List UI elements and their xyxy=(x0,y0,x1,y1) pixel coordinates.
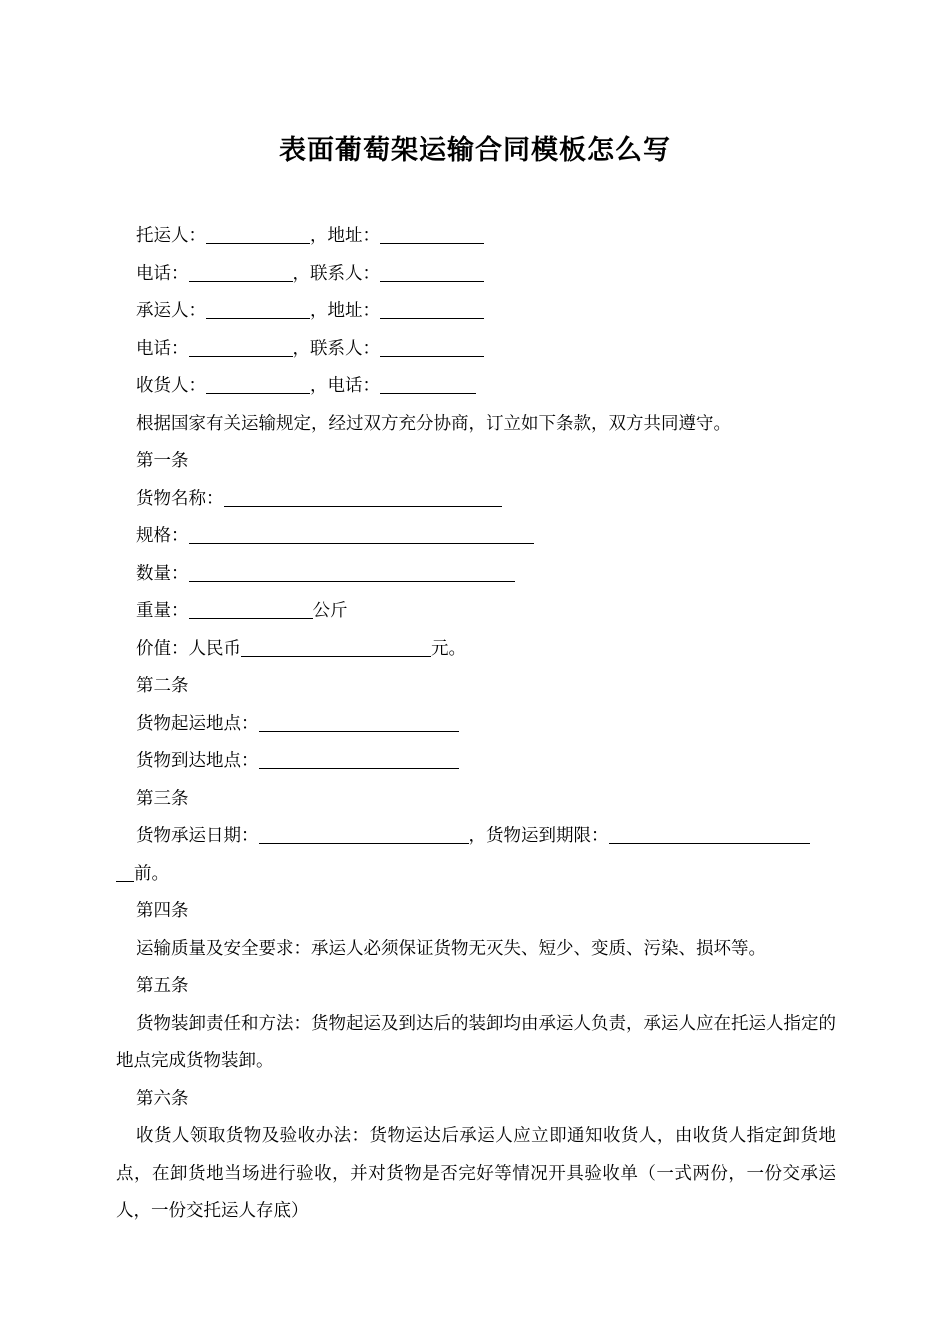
deadline-label: ，货物运到期限： xyxy=(468,826,609,846)
destination-line xyxy=(116,743,836,781)
carrier-name-blank[interactable] xyxy=(206,296,310,319)
ship-date-line xyxy=(116,818,836,856)
shipper-address-blank[interactable] xyxy=(380,221,484,244)
consignee-label: 收货人： xyxy=(136,376,206,396)
carrier-phone-line xyxy=(116,331,836,369)
shipper-phone-line xyxy=(116,256,836,294)
loading-text: 货物装卸责任和方法：货物起运及到达后的装卸均由承运人负责，承运人应在托运人指定的地点完成货物装卸。 xyxy=(116,1013,836,1071)
spec-blank[interactable] xyxy=(189,521,534,544)
quantity-line xyxy=(116,556,836,594)
deadline-blank[interactable] xyxy=(609,821,810,844)
article-6-heading: 第六条 xyxy=(136,1088,189,1109)
weight-unit: 公斤 xyxy=(312,601,348,621)
shipper-line xyxy=(116,218,836,256)
shipper-name-blank[interactable] xyxy=(206,221,310,244)
carrier-line xyxy=(116,293,836,331)
shipper-label: 托运人： xyxy=(136,226,206,246)
goods-name-blank[interactable] xyxy=(224,484,502,507)
quantity-label: 数量： xyxy=(136,563,189,584)
preamble-text: 根据国家有关运输规定，经过双方充分协商，订立如下条款，双方共同遵守。 xyxy=(136,413,731,434)
phone-label: 电话： xyxy=(136,338,189,359)
shipper-contact-blank[interactable] xyxy=(380,259,484,282)
phone-label: ，电话： xyxy=(310,376,380,396)
weight-blank[interactable] xyxy=(189,596,313,619)
origin-label: 货物起运地点： xyxy=(136,713,259,734)
deadline-continuation xyxy=(116,856,836,894)
value-line xyxy=(116,631,836,669)
origin-blank[interactable] xyxy=(259,709,459,732)
weight-line xyxy=(116,593,836,631)
value-blank[interactable] xyxy=(241,634,431,657)
quality-text: 运输质量及安全要求：承运人必须保证货物无灭失、短少、变质、污染、损坏等。 xyxy=(136,938,766,959)
ship-date-blank[interactable] xyxy=(259,821,469,844)
spec-line xyxy=(116,518,836,556)
contract-body xyxy=(116,218,836,1231)
ship-date-label: 货物承运日期： xyxy=(136,826,259,846)
spec-label: 规格： xyxy=(136,526,189,546)
carrier-label: 承运人： xyxy=(136,301,206,321)
carrier-address-blank[interactable] xyxy=(380,296,484,319)
carrier-contact-blank[interactable] xyxy=(380,334,484,357)
goods-name-label: 货物名称： xyxy=(136,488,224,509)
address-label: ，地址： xyxy=(310,301,380,321)
consignee-name-blank[interactable] xyxy=(206,371,310,394)
weight-label: 重量： xyxy=(136,601,189,621)
document-title: 表面葡萄架运输合同模板怎么写 xyxy=(279,135,671,166)
deadline-blank-continued[interactable] xyxy=(116,859,134,882)
article-2-heading: 第二条 xyxy=(136,676,189,696)
shipper-phone-blank[interactable] xyxy=(189,259,293,282)
value-label: 价值：人民币 xyxy=(136,638,241,659)
origin-line xyxy=(116,706,836,744)
receipt-text: 收货人领取货物及验收办法：货物运达后承运人应立即通知收货人，由收货人指定卸货地点，在卸货地当场进行验收，并对货物是否完好等情况开具验收单（一式两份，一份交承运人，一份交托运人存底） xyxy=(116,1126,836,1221)
address-label: ，地址： xyxy=(310,226,380,246)
article-4-heading: 第四条 xyxy=(136,901,189,921)
article-1-heading: 第一条 xyxy=(136,451,189,471)
quantity-blank[interactable] xyxy=(189,559,515,582)
value-unit: 元。 xyxy=(431,638,466,659)
consignee-phone-blank[interactable] xyxy=(380,371,476,394)
contact-label: ，联系人： xyxy=(292,263,380,284)
goods-name-line xyxy=(116,481,836,519)
destination-blank[interactable] xyxy=(259,746,459,769)
article-3-heading: 第三条 xyxy=(136,788,189,809)
destination-label: 货物到达地点： xyxy=(136,751,259,771)
before-text: 前。 xyxy=(134,863,169,884)
carrier-phone-blank[interactable] xyxy=(189,334,293,357)
phone-label: 电话： xyxy=(136,263,189,284)
article-5-heading: 第五条 xyxy=(136,976,189,996)
consignee-line xyxy=(116,368,836,406)
contact-label: ，联系人： xyxy=(292,338,380,359)
